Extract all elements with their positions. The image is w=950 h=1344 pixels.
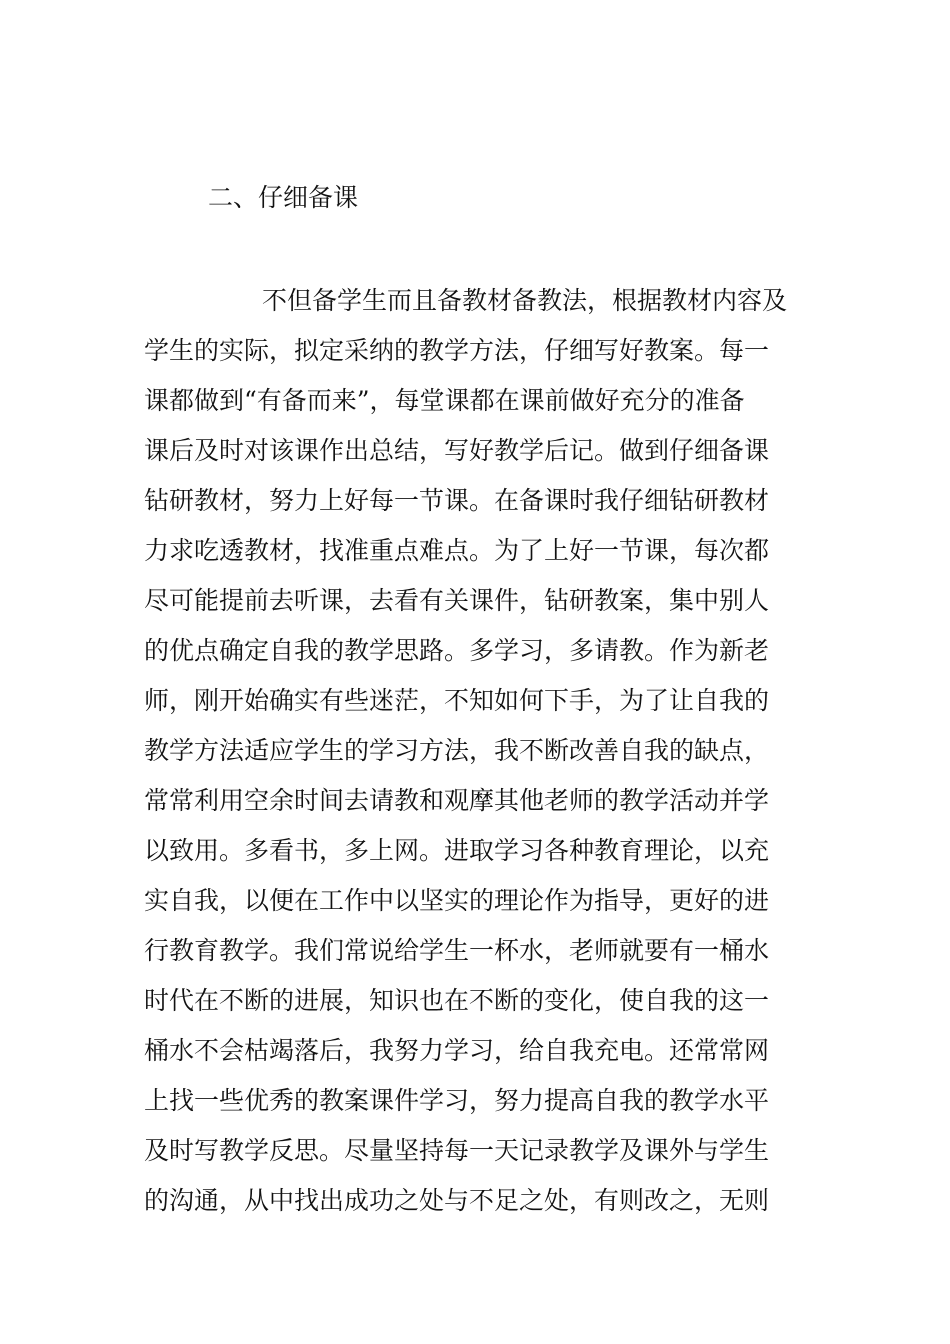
paragraph-line: 桶水不会枯竭落后，我努力学习，给自我充电。还常常网 xyxy=(144,1036,770,1065)
paragraph-line: 行教育教学。我们常说给学生一杯水，老师就要有一桶水 xyxy=(144,936,770,965)
paragraph-line: 以致用。多看书，多上网。进取学习各种教育理论，以充 xyxy=(144,836,770,865)
paragraph-line: 课后及时对该课作出总结，写好教学后记。做到仔细备课 xyxy=(144,436,770,465)
paragraph-line: 的沟通，从中找出成功之处与不足之处，有则改之，无则 xyxy=(144,1186,770,1215)
paragraph-line: 学生的实际，拟定采纳的教学方法，仔细写好教案。每一 xyxy=(144,336,770,365)
paragraph-line: 教学方法适应学生的学习方法，我不断改善自我的缺点， xyxy=(144,736,770,765)
paragraph-line: 钻研教材，努力上好每一节课。在备课时我仔细钻研教材 xyxy=(144,486,770,515)
paragraph-line: 时代在不断的进展，知识也在不断的变化，使自我的这一 xyxy=(144,986,770,1015)
paragraph-line: 师，刚开始确实有些迷茫，不知如何下手，为了让自我的 xyxy=(144,686,770,715)
paragraph-line: 常常利用空余时间去请教和观摩其他老师的教学活动并学 xyxy=(144,786,770,815)
paragraph-line: 课都做到“有备而来”，每堂课都在课前做好充分的准备 xyxy=(144,386,745,415)
paragraph-line: 实自我，以便在工作中以坚实的理论作为指导，更好的进 xyxy=(144,886,770,915)
paragraph-line: 及时写教学反思。尽量坚持每一天记录教学及课外与学生 xyxy=(144,1136,770,1165)
paragraph-line: 上找一些优秀的教案课件学习，努力提高自我的教学水平 xyxy=(144,1086,770,1115)
paragraph-line: 力求吃透教材，找准重点难点。为了上好一节课，每次都 xyxy=(144,536,770,565)
body-paragraph xyxy=(144,276,814,1226)
paragraph-line: 不但备学生而且备教材备教法，根据教材内容及 xyxy=(262,286,788,315)
section-heading: 二、仔细备课 xyxy=(208,183,359,212)
paragraph-line: 尽可能提前去听课，去看有关课件，钻研教案，集中别人 xyxy=(144,586,770,615)
paragraph-line: 的优点确定自我的教学思路。多学习，多请教。作为新老 xyxy=(144,636,770,665)
